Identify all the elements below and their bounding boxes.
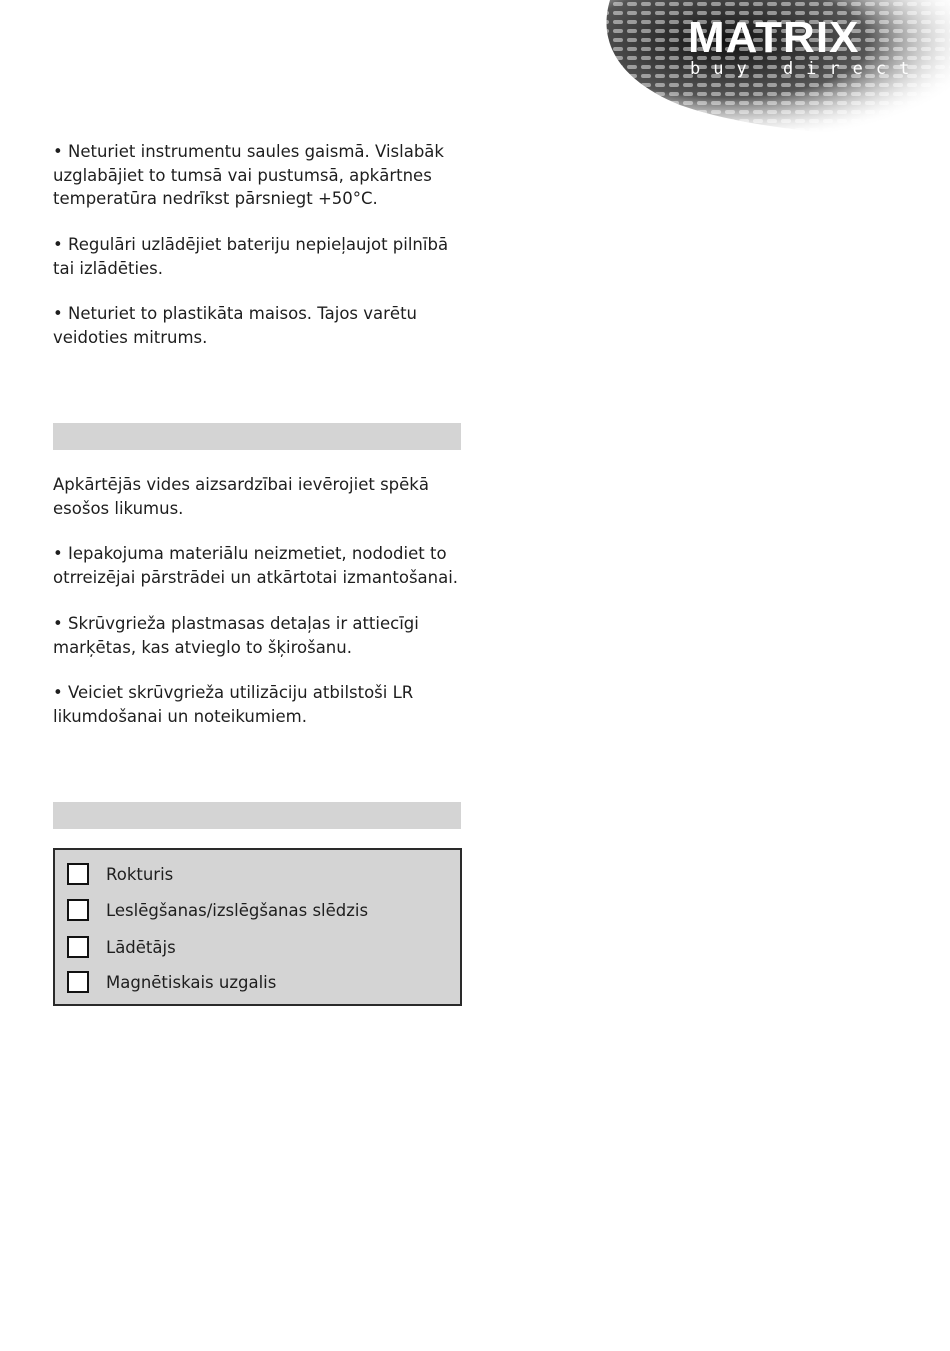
- logo-subtext: buy direct: [690, 59, 923, 79]
- package-contents-box: [53, 848, 462, 1006]
- checklist-item-label: Lādētājs: [106, 937, 176, 957]
- care-paragraph: • Neturiet to plastikāta maisos. Tajos varētu veidoties mitrums.: [53, 304, 418, 347]
- checklist-item: [67, 934, 176, 960]
- checklist-item-label: Leslēgšanas/izslēgšanas slēdzis: [106, 900, 369, 920]
- checkbox[interactable]: [67, 899, 89, 921]
- matrix-logo: [570, 0, 950, 140]
- checkbox[interactable]: [67, 863, 89, 885]
- checklist-item-label: Magnētiskais uzgalis: [106, 972, 277, 992]
- checklist-item-label: Rokturis: [106, 864, 174, 884]
- environment-paragraph: Apkārtējās vides aizsardzībai ievērojiet spēkā esošos likumus.: [53, 475, 429, 518]
- environment-paragraph: • Iepakojuma materiālu neizmetiet, nododiet to otrreizējai pārstrādei un atkārtotai izmantošanai.: [53, 544, 459, 587]
- checkbox[interactable]: [67, 936, 89, 958]
- section-header-bar: [53, 423, 461, 450]
- checkbox[interactable]: [67, 971, 89, 993]
- environment-paragraph: • Veiciet skrūvgrieža utilizāciju atbilstoši LR likumdošanai un noteikumiem.: [53, 683, 414, 726]
- checklist-item: [67, 861, 173, 887]
- logo-text: MATRIX: [688, 13, 860, 62]
- section-header-bar: [53, 802, 461, 829]
- environment-paragraph: • Skrūvgrieža plastmasas detaļas ir attiecīgi marķētas, kas atvieglo to šķirošanu.: [53, 614, 419, 657]
- checklist-item: [67, 969, 276, 995]
- care-paragraph: • Regulāri uzlādējiet bateriju nepieļaujot pilnībā tai izlādēties.: [53, 235, 449, 278]
- care-paragraph: • Neturiet instrumentu saules gaismā. Vislabāk uzglabājiet to tumsā vai pustumsā, apkārtnes temperatūra nedrīkst pārsniegt +50°C.: [53, 142, 444, 208]
- checklist-item: [67, 897, 368, 923]
